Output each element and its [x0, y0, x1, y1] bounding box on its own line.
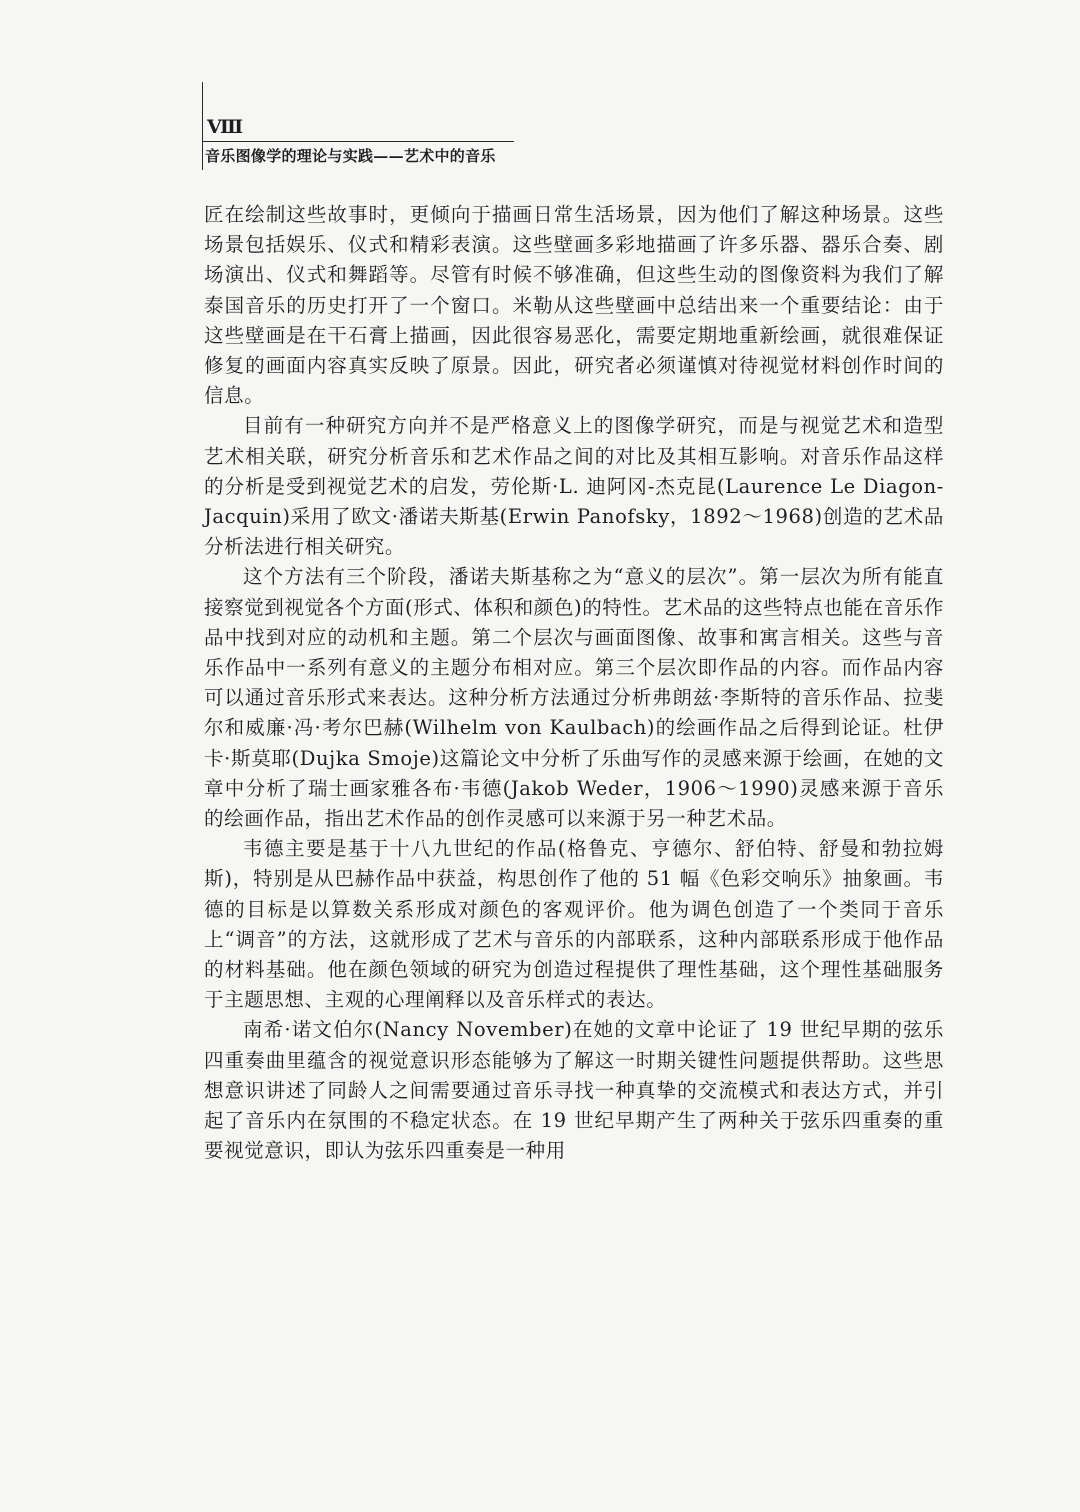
paragraph-2: 目前有一种研究方向并不是严格意义上的图像学研究，而是与视觉艺术和造型艺术相关联，研究分析音乐和艺术作品之间的对比及其相互影响。对音乐作品这样的分析是受到视觉艺术的启发，劳伦斯·L. 迪阿冈-杰克昆(Laurence Le Diagon-Jacquin)采用了欧文·潘诺夫斯基(Erwin Panofsky，1892～1968)创造的艺术品分析法进行相关研究。 [204, 414, 944, 559]
header-vertical-rule [202, 82, 203, 170]
body-text [204, 200, 944, 1167]
paragraph-1: 匠在绘制这些故事时，更倾向于描画日常生活场景，因为他们了解这种场景。这些场景包括娱乐、仪式和精彩表演。这些壁画多彩地描画了许多乐器、器乐合奏、剧场演出、仪式和舞蹈等。尽管有时候不够准确，但这些生动的图像资料为我们了解泰国音乐的历史打开了一个窗口。米勒从这些壁画中总结出来一个重要结论：由于这些壁画是在干石膏上描画，因此很容易恶化，需要定期地重新绘画，就很难保证修复的画面内容真实反映了原景。因此，研究者必须谨慎对待视觉材料创作时间的信息。 [204, 203, 944, 408]
page-number: Ⅷ [207, 117, 243, 138]
paragraph-5: 南希·诺文伯尔(Nancy November)在她的文章中论证了 19 世纪早期的弦乐四重奏曲里蕴含的视觉意识形态能够为了解这一时期关键性问题提供帮助。这些思想意识讲述了同龄人之间需要通过音乐寻找一种真挚的交流模式和表达方式，并引起了音乐内在氛围的不稳定状态。在 19 世纪早期产生了两种关于弦乐四重奏的重要视觉意识，即认为弦乐四重奏是一种用 [204, 1018, 944, 1163]
paragraph-4: 韦德主要是基于十八九世纪的作品(格鲁克、亨德尔、舒伯特、舒曼和勃拉姆斯)，特别是从巴赫作品中获益，构思创作了他的 51 幅《色彩交响乐》抽象画。韦德的目标是以算数关系形成对颜色的客观评价。他为调色创造了一个类同于音乐上“调音”的方法，这就形成了艺术与音乐的内部联系，这种内部联系形成于他作品的材料基础。他在颜色领域的研究为创造过程提供了理性基础，这个理性基础服务于主题思想、主观的心理阐释以及音乐样式的表达。 [204, 837, 944, 1012]
running-header-title: 音乐图像学的理论与实践——艺术中的音乐 [205, 147, 496, 165]
paragraph-3: 这个方法有三个阶段，潘诺夫斯基称之为“意义的层次”。第一层次为所有能直接察觉到视觉各个方面(形式、体积和颜色)的特性。艺术品的这些特点也能在音乐作品中找到对应的动机和主题。第二个层次与画面图像、故事和寓言相关。这些与音乐作品中一系列有意义的主题分布相对应。第三个层次即作品的内容。而作品内容可以通过音乐形式来表达。这种分析方法通过分析弗朗兹·李斯特的音乐作品、拉斐尔和威廉·冯·考尔巴赫(Wilhelm von Kaulbach)的绘画作品之后得到论证。杜伊卡·斯莫耶(Dujka Smoje)这篇论文中分析了乐曲写作的灵感来源于绘画，在她的文章中分析了瑞士画家雅各布·韦德(Jakob Weder，1906～1990)灵感来源于音乐的绘画作品，指出艺术作品的创作灵感可以来源于另一种艺术品。 [204, 565, 945, 831]
header-horizontal-rule [202, 141, 514, 142]
